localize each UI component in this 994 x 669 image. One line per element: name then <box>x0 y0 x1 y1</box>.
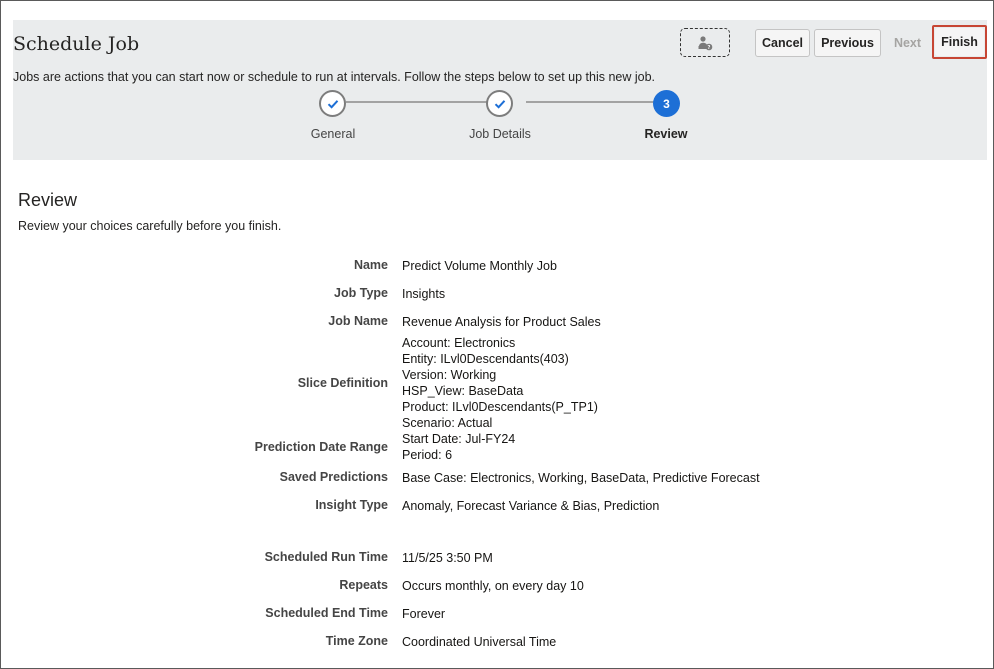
review-subtitle: Review your choices carefully before you finish. <box>18 219 282 233</box>
checkmark-icon <box>493 97 507 111</box>
slice-line: Entity: ILvl0Descendants(403) <box>402 352 569 366</box>
slice-line: Product: ILvl0Descendants(P_TP1) <box>402 400 598 414</box>
field-value: Predict Volume Monthly Job <box>402 259 557 273</box>
field-value <box>402 431 515 463</box>
field-label: Name <box>353 258 388 272</box>
field-label: Saved Predictions <box>279 470 388 484</box>
field-label: Job Name <box>328 314 388 328</box>
field-label: Scheduled End Time <box>265 606 388 620</box>
svg-text:?: ? <box>707 44 711 51</box>
field-value: Base Case: Electronics, Working, BaseData, Predictive Forecast <box>402 471 760 485</box>
field-value: 11/5/25 3:50 PM <box>402 551 493 565</box>
field-value: Insights <box>402 287 446 301</box>
field-value: Forever <box>402 607 446 621</box>
field-label: Repeats <box>339 578 388 592</box>
field-value <box>402 335 598 431</box>
field-label: Slice Definition <box>297 376 388 390</box>
field-label: Job Type <box>334 286 388 300</box>
slice-line: Version: Working <box>402 368 497 382</box>
slice-line: HSP_View: BaseData <box>402 384 524 398</box>
field-value: Coordinated Universal Time <box>402 635 557 649</box>
step-general-circle[interactable] <box>319 90 346 117</box>
step-job-details-label[interactable]: Job Details <box>469 127 531 141</box>
next-button[interactable]: Next <box>885 29 930 57</box>
train-connector <box>346 101 500 103</box>
cancel-button[interactable]: Cancel <box>755 29 810 57</box>
date-range-line: Start Date: Jul-FY24 <box>402 432 516 446</box>
field-value: Revenue Analysis for Product Sales <box>402 315 601 329</box>
field-label: Scheduled Run Time <box>264 550 388 564</box>
finish-button[interactable]: Finish <box>935 28 984 56</box>
review-title: Review <box>18 190 78 210</box>
page-description: Jobs are actions that you can start now or schedule to run at intervals. Follow the steps below to set up this new job. <box>13 70 656 84</box>
step-review-label[interactable]: Review <box>644 127 688 141</box>
slice-line: Scenario: Actual <box>402 416 493 430</box>
step-general-label[interactable]: General <box>310 127 356 141</box>
page-header <box>13 20 987 160</box>
step-review-circle[interactable]: 3 <box>653 90 680 117</box>
step-job-details-circle[interactable] <box>486 90 513 117</box>
help-button[interactable] <box>680 28 730 57</box>
field-label: Prediction Date Range <box>254 440 388 454</box>
page-title: Schedule Job <box>13 33 140 55</box>
train-connector <box>526 101 666 103</box>
previous-button[interactable]: Previous <box>814 29 881 57</box>
date-range-line: Period: 6 <box>402 448 453 462</box>
user-help-icon <box>697 35 713 51</box>
field-value: Occurs monthly, on every day 10 <box>402 579 584 593</box>
field-value: Anomaly, Forecast Variance & Bias, Prediction <box>402 499 660 513</box>
field-label: Time Zone <box>325 634 388 648</box>
checkmark-icon <box>326 97 340 111</box>
field-label: Insight Type <box>315 498 388 512</box>
slice-line: Account: Electronics <box>402 336 516 350</box>
